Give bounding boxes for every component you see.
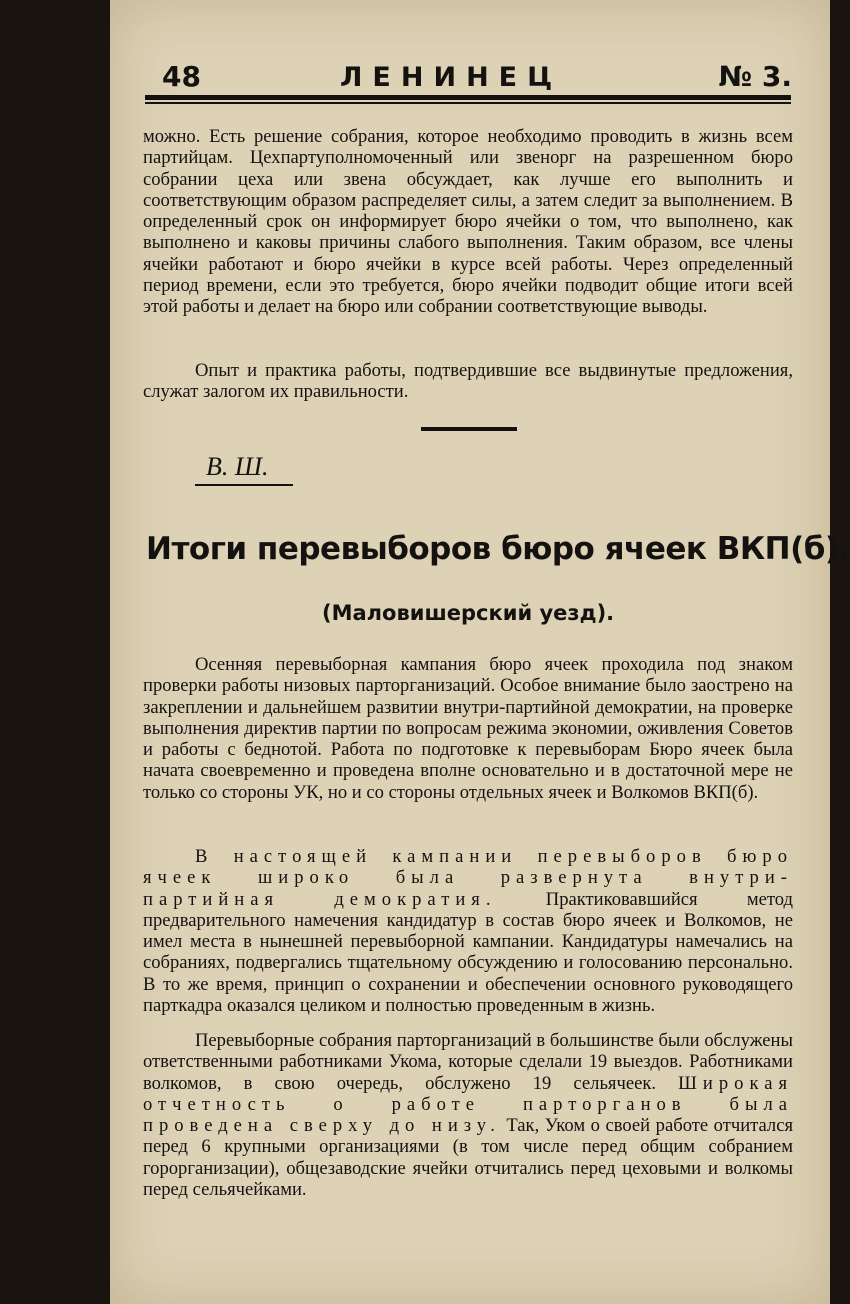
emphasis-reporting: Широкая отчетность о работе парторганов была проведена сверху до низу. [143,1072,793,1137]
paragraph-2-text: Практиковавшийся метод предварительного намечения кандидатур в состав бюро ячеек и Волкомов, не имел места в нынешней перевыборной кампании. Кандидатуры намечались на собраниях, подвергались тщательному обсуждению и голосованию персонально. В то же время, принцип о сохранении и обеспечении основного руководящего парткадра оказался целиком и полностью проведенным в жизнь. [143,888,793,1017]
journal-page [110,0,850,1304]
article-paragraph-2 [143,846,793,1016]
article-paragraph-1: Осенняя перевыборная кампания бюро ячеек проходила под знаком проверки работы низовых парторганизаций. Особое внимание было заострено на закреплении и дальнейшем развитии внутри-партийной демократии, на проверке выполнения директив партии по вопросам режима экономии, оживления Советов и работы с беднотой. Работа по подготовке к перевыборам Бюро ячеек была начата своевременно и проведена вполне основательно и в достаточной мере не только со стороны УК, но и со стороны отдельных ячеек и Волкомов ВКП(б). [143,654,793,803]
article-paragraph-3 [143,1030,793,1200]
page-number: 48 [162,60,201,93]
emphasis-democracy: В настоящей кампании перевыборов бюро ячеек широко была развернута внутри-партийная демократия. [143,846,793,910]
header-rule-thick [145,95,791,100]
author-underline [195,484,293,486]
article-title: Итоги перевыборов бюро ячеек ВКП(б). [146,531,850,567]
paragraph-3-text-a: Перевыборные собрания парторганизаций в большинстве были обслужены ответственными работниками Укома, которые сделали 19 выездов. Работниками волкомов, в свою очередь, обслужено 19 сельячеек. [143,1030,793,1094]
issue-number: № 3. [718,60,792,93]
author-signature: В. Ш. [206,452,269,481]
journal-title: ЛЕНИНЕЦ [340,62,563,93]
paragraph-3-text-c: Так, Уком о своей работе отчитался перед 6 крупными организациями (в том числе перед общим собранием горорганизации), общезаводские ячейки отчитались перед цеховыми и волкомы перед сельячейками. [143,1115,793,1201]
article-subtitle: (Маловишерский уезд). [322,601,615,625]
header-rule-thin [145,102,791,104]
prev-article-paragraph-1: можно. Есть решение собрания, которое необходимо проводить в жизнь всем партийцам. Цехпартуполномоченный или звенорг на разрешенном бюро собрании цеха или звена обсуждает, как лучше его выполнить и соответствующим образом распределяет силы, а затем следит за выполнением. В определенный срок он информирует бюро ячейки о том, что выполнено, как выполнено и каковы причины слабого выполнения. Таким образом, все члены ячейки работают и бюро ячейки в курсе всей работы. Через определенный период времени, если это требуется, бюро ячейки подводит общие итоги всей этой работы и делает на бюро или собрании соответствующие выводы. [143,126,793,318]
section-separator [421,427,517,431]
prev-article-paragraph-2: Опыт и практика работы, подтвердившие все выдвинутые предложения, служат залогом их правильности. [143,360,793,403]
page-header [162,60,792,94]
